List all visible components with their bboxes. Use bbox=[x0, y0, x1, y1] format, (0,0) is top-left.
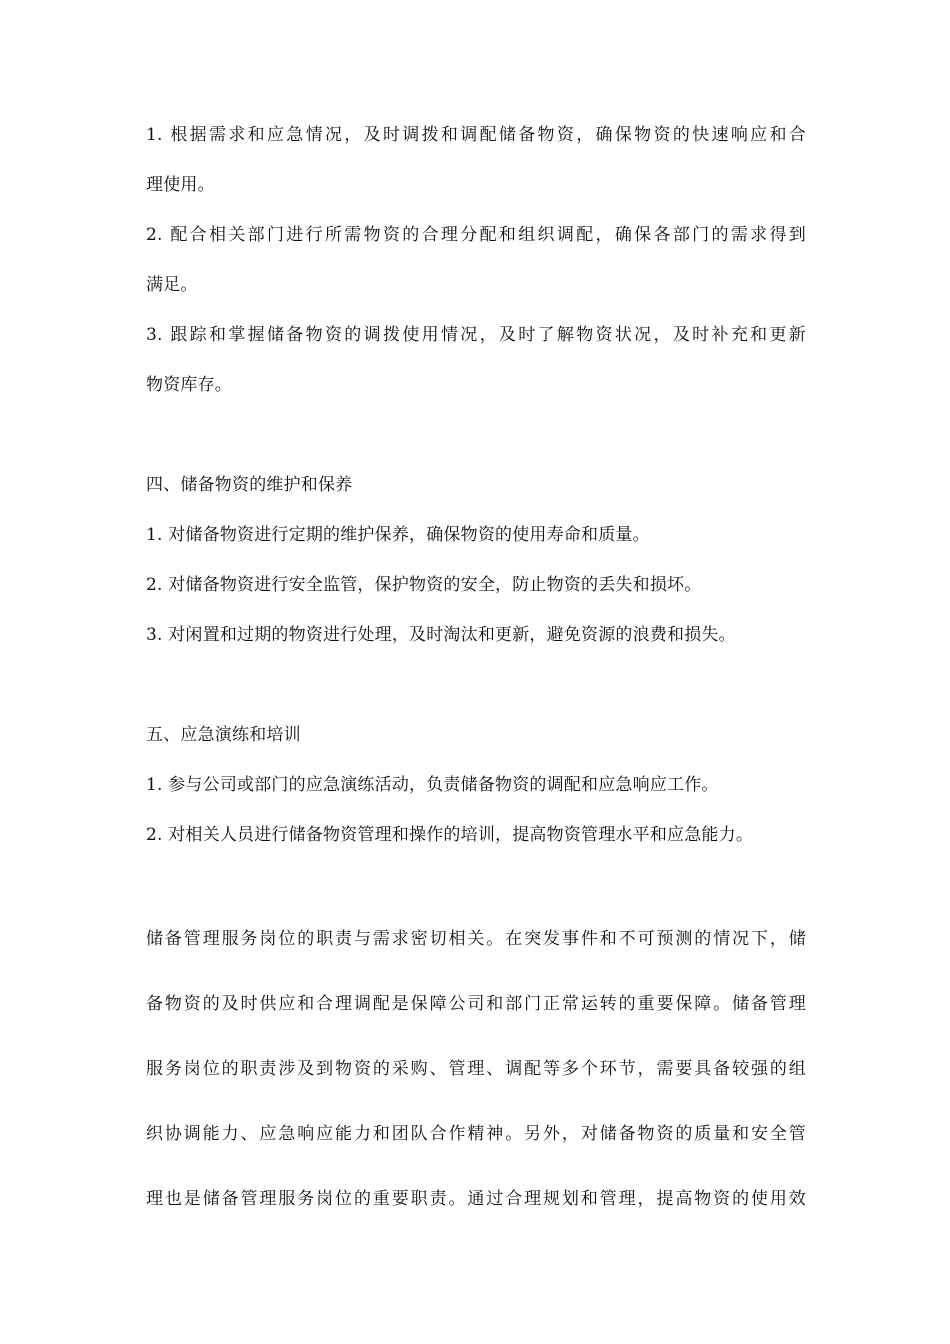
section5-heading: 五、应急演练和培训 bbox=[146, 725, 301, 745]
section3-item-2-line1: 2. 配合相关部门进行所需物资的合理分配和组织调配，确保各部门的需求得到 bbox=[146, 225, 806, 245]
summary-line-3: 服务岗位的职责涉及到物资的采购、管理、调配等多个环节，需要具备较强的组 bbox=[146, 1059, 806, 1079]
section3-item-1-line1: 1. 根据需求和应急情况，及时调拨和调配储备物资，确保物资的快速响应和合 bbox=[146, 125, 806, 145]
section3-item-3-line1: 3. 跟踪和掌握储备物资的调拨使用情况，及时了解物资状况，及时补充和更新 bbox=[146, 325, 806, 345]
section4-item-2: 2. 对储备物资进行安全监管，保护物资的安全，防止物资的丢失和损坏。 bbox=[146, 575, 702, 595]
section4-item-1: 1. 对储备物资进行定期的维护保养，确保物资的使用寿命和质量。 bbox=[146, 525, 650, 545]
summary-line-4: 织协调能力、应急响应能力和团队合作精神。另外，对储备物资的质量和安全管 bbox=[146, 1124, 806, 1144]
section3-item-3-line2: 物资库存。 bbox=[146, 375, 232, 395]
section4-heading: 四、储备物资的维护和保养 bbox=[146, 475, 353, 495]
section5-item-2: 2. 对相关人员进行储备物资管理和操作的培训，提高物资管理水平和应急能力。 bbox=[146, 825, 754, 845]
section3-item-1-line2: 理使用。 bbox=[146, 175, 215, 195]
summary-line-1: 储备管理服务岗位的职责与需求密切相关。在突发事件和不可预测的情况下，储 bbox=[146, 929, 806, 949]
section3-item-2-line2: 满足。 bbox=[146, 275, 198, 295]
summary-line-5: 理也是储备管理服务岗位的重要职责。通过合理规划和管理，提高物资的使用效 bbox=[146, 1189, 806, 1209]
section4-item-3: 3. 对闲置和过期的物资进行处理，及时淘汰和更新，避免资源的浪费和损失。 bbox=[146, 625, 736, 645]
summary-line-2: 备物资的及时供应和合理调配是保障公司和部门正常运转的重要保障。储备管理 bbox=[146, 994, 806, 1014]
section5-item-1: 1. 参与公司或部门的应急演练活动，负责储备物资的调配和应急响应工作。 bbox=[146, 775, 719, 795]
